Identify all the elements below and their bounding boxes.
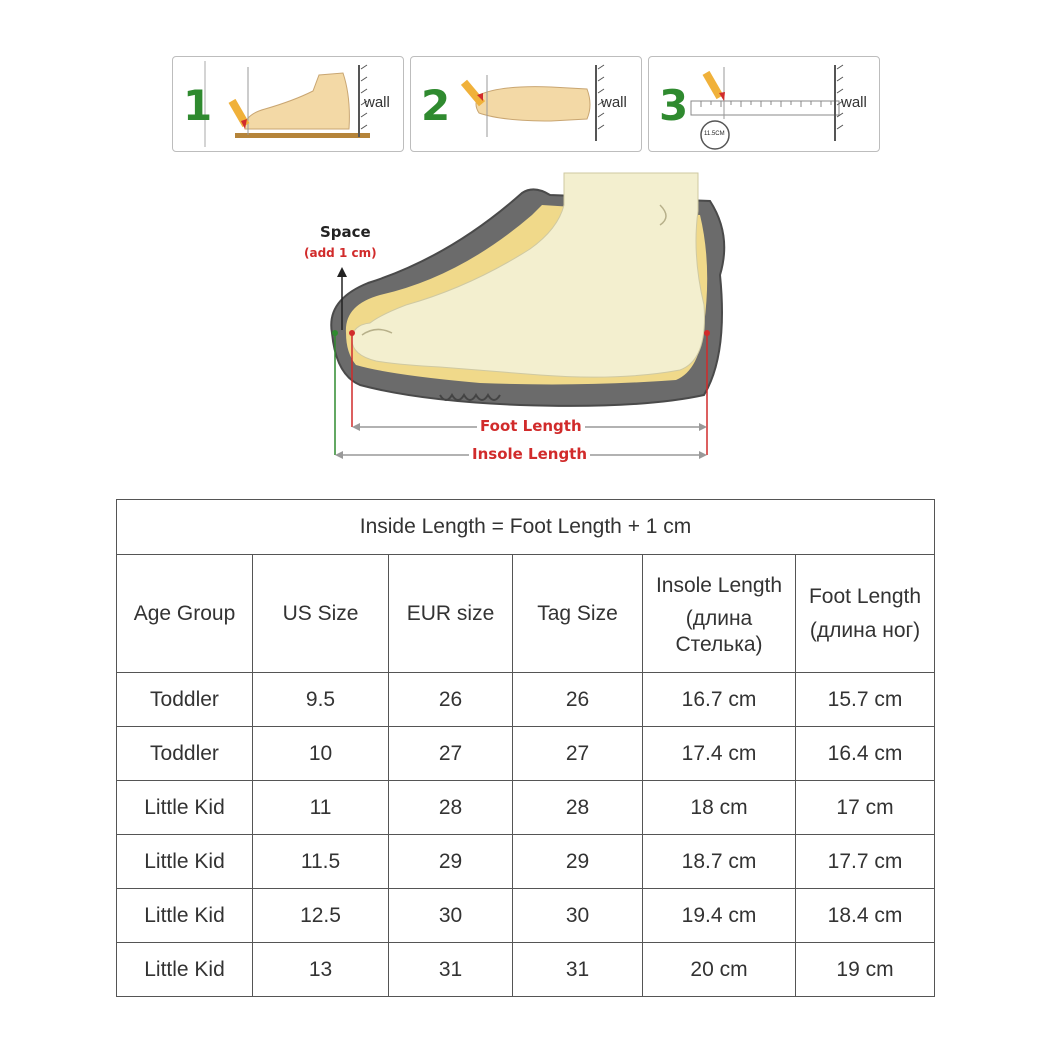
table-title: Inside Length = Foot Length + 1 cm [117,500,935,555]
cell-us-size: 12.5 [253,889,389,943]
step-3-panel [648,56,880,152]
cell-foot-length: 16.4 cm [796,727,935,781]
step-2-number: 2 [421,81,451,130]
cell-us-size: 10 [253,727,389,781]
cell-age-group: Little Kid [117,943,253,997]
cell-eur-size: 28 [389,781,513,835]
cell-age-group: Little Kid [117,889,253,943]
cell-foot-length: 17 cm [796,781,935,835]
ruler-reading: 11.5CM [704,131,725,137]
foot-length-label: Foot Length [477,417,585,435]
cell-foot-length: 17.7 cm [796,835,935,889]
measurement-steps [172,56,882,152]
cell-foot-length: 18.4 cm [796,889,935,943]
insole-length-label: Insole Length [469,445,590,463]
cell-foot-length: 19 cm [796,943,935,997]
cell-us-size: 9.5 [253,673,389,727]
cell-age-group: Little Kid [117,781,253,835]
size-chart-table [116,499,935,997]
cell-insole-length: 19.4 cm [643,889,796,943]
cell-insole-length: 20 cm [643,943,796,997]
space-label: Space [320,223,371,241]
cell-tag-size: 27 [513,727,643,781]
cell-tag-size: 30 [513,889,643,943]
cell-insole-length: 18.7 cm [643,835,796,889]
cell-eur-size: 31 [389,943,513,997]
step-3-wall-label: wall [841,94,867,111]
step-1-number: 1 [183,81,213,130]
table-row [117,835,935,889]
step-3-number: 3 [659,81,689,130]
cell-foot-length: 15.7 cm [796,673,935,727]
table-row [117,727,935,781]
table-row [117,889,935,943]
cell-tag-size: 28 [513,781,643,835]
cell-us-size: 13 [253,943,389,997]
cell-eur-size: 26 [389,673,513,727]
header-tag-size: Tag Size [513,555,643,673]
cell-insole-length: 18 cm [643,781,796,835]
cell-us-size: 11 [253,781,389,835]
step-2-wall-label: wall [601,94,627,111]
header-eur-size: EUR size [389,555,513,673]
table-row [117,673,935,727]
header-foot-length: Foot Length (длина ног) [796,555,935,673]
cell-tag-size: 29 [513,835,643,889]
cell-us-size: 11.5 [253,835,389,889]
cell-tag-size: 31 [513,943,643,997]
cell-age-group: Toddler [117,727,253,781]
cell-insole-length: 17.4 cm [643,727,796,781]
step-2-panel [410,56,642,152]
cell-tag-size: 26 [513,673,643,727]
cell-eur-size: 27 [389,727,513,781]
step-1-wall-label: wall [364,94,390,111]
table-row [117,943,935,997]
header-age-group: Age Group [117,555,253,673]
header-insole-length: Insole Length (длина Стелька) [643,555,796,673]
cell-insole-length: 16.7 cm [643,673,796,727]
cell-age-group: Little Kid [117,835,253,889]
header-us-size: US Size [253,555,389,673]
cell-age-group: Toddler [117,673,253,727]
step-1-panel [172,56,404,152]
space-note: (add 1 cm) [304,246,377,260]
shoe-fit-diagram [280,165,760,480]
table-row [117,781,935,835]
table-header-row [117,555,935,673]
cell-eur-size: 30 [389,889,513,943]
cell-eur-size: 29 [389,835,513,889]
